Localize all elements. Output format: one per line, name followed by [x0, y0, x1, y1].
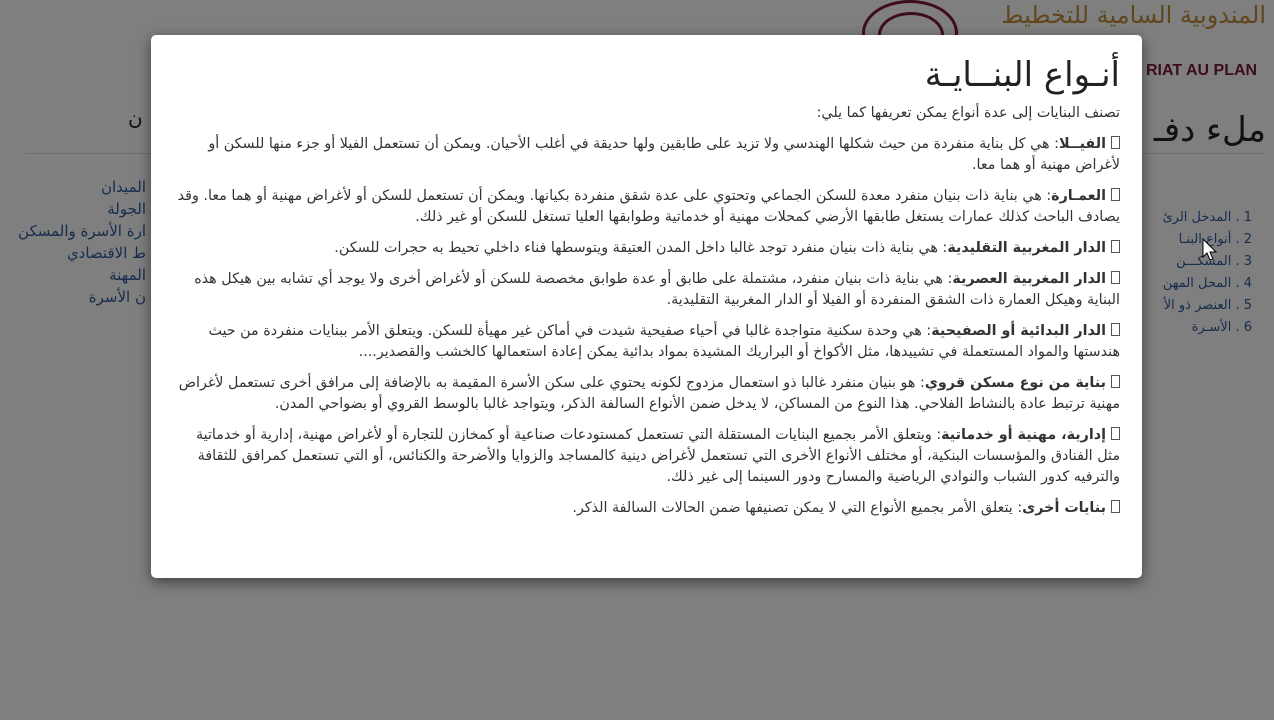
definition-list: [171, 134, 1120, 519]
definition-text: : هي كل بناية منفردة من حيث شكلها الهندسي ولا تزيد على طابقين ولها حديقة في أغلب الأحيان. ويمكن أن تستعمل الفيلا أو جزء منها للسكن أو لأغراض مهنية أو هما معا.: [208, 136, 1120, 173]
definition-text: : هي بناية ذات بنيان منفرد توجد غالبا داخل المدن العتيقة ويتوسطها فناء داخلي تحيط به حجرات للسكن.: [334, 240, 948, 256]
definition-term: بنايات أخرى: [1022, 500, 1106, 516]
bullet-icon: [1111, 500, 1120, 513]
definition-term: بناية من نوع مسكن قروي: [924, 375, 1106, 391]
modal-intro: تصنف البنايات إلى عدة أنواع يمكن تعريفها كما يلي:: [816, 105, 1120, 121]
definition-item: [171, 373, 1120, 415]
mouse-cursor-icon: [1202, 238, 1218, 262]
definition-term: الفيــلا: [1058, 136, 1106, 152]
definition-text: : ويتعلق الأمر بجميع البنايات المستقلة التي تستعمل كمستودعات صناعية أو كمخازن للتجارة أو لأغراض مهنية، إدارية أو خدماتية مثل الفنادق والمؤسسات البنكية، أو مختلف الأنواع الأخرى التي تستعمل لأغراض دينية كالمساجد والزوايا والأضرحة والكنائس، أو التي تستعمل كمرافق للثقافة والترفيه كدور الشباب والنوادي الرياضية والمسارح ودور السينما إلى غير ذلك.: [195, 427, 1120, 485]
definition-term: الدار المغربية التقليدية: [947, 240, 1106, 256]
bullet-icon: [1111, 188, 1120, 201]
definition-text: : يتعلق الأمر بجميع الأنواع التي لا يمكن تصنيفها ضمن الحالات السالفة الذكر.: [572, 500, 1023, 516]
bullet-icon: [1111, 427, 1120, 440]
definition-text: : هي بناية ذات بنيان منفرد، مشتملة على طابق أو عدة طوابق مخصصة للسكن أو لأغراض أخرى ولا يوجد أي تشابه بين هيكل هذه البناية وهيكل العمارة ذات الشقق المنفردة أو الفيلا أو الدار المغربية التقليدية.: [194, 271, 1120, 308]
bullet-icon: [1111, 271, 1120, 284]
bullet-icon: [1111, 323, 1120, 336]
definition-item: [171, 425, 1120, 488]
definition-item: [171, 238, 1120, 259]
definition-item: [171, 269, 1120, 311]
definition-text: : هي وحدة سكنية متواجدة غالبا في أحياء صفيحية شيدت في أماكن غير مهيأة للسكن. ويتعلق الأمر ببنايات منفردة من حيث هندستها والمواد المستعملة في تشييدها، مثل الأكواخ أو البراريك المشيدة بمواد بدائية يمكن إعادة استعمالها كالخشب والقصدير....: [208, 323, 1120, 360]
definition-term: الدار البدائية أو الصفيحية: [931, 323, 1106, 339]
definition-text: : هي بناية ذات بنيان منفرد معدة للسكن الجماعي وتحتوي على عدة شقق منفردة بكيانها. ويمكن أن تستعمل للسكن أو لأغراض مهنية أو هما معا. وقد يصادف الباحث كذلك عمارات يستغل طابقها الأرضي كمحلات مهنية أو خدماتية وطوابقها العليا تستغل للسكن أو غير ذلك.: [177, 188, 1120, 225]
definition-item: [171, 186, 1120, 228]
definition-term: العمـارة: [1051, 188, 1106, 204]
definition-item: [171, 498, 1120, 519]
definition-item: [171, 134, 1120, 176]
bullet-icon: [1111, 136, 1120, 149]
bullet-icon: [1111, 240, 1120, 253]
definition-term: إدارية، مهنية أو خدماتية: [941, 427, 1106, 443]
modal-title: أنـواع البنــايـة: [924, 55, 1120, 95]
building-types-modal: [151, 35, 1142, 578]
definition-item: [171, 321, 1120, 363]
definition-term: الدار المغربية العصرية: [952, 271, 1106, 287]
definition-text: : هو بنيان منفرد غالبا ذو استعمال مزدوج لكونه يحتوي على سكن الأسرة المقيمة به بالإضافة إلى مرافق أخرى تستعمل لأغراض مهنية ترتبط عادة بالنشاط الفلاحي. هذا النوع من المساكن، لا يدخل ضمن الأنواع السالفة الذكر، ويتواجد غالبا بالوسط القروي أو بضواحي المدن.: [178, 375, 1120, 412]
bullet-icon: [1111, 375, 1120, 388]
